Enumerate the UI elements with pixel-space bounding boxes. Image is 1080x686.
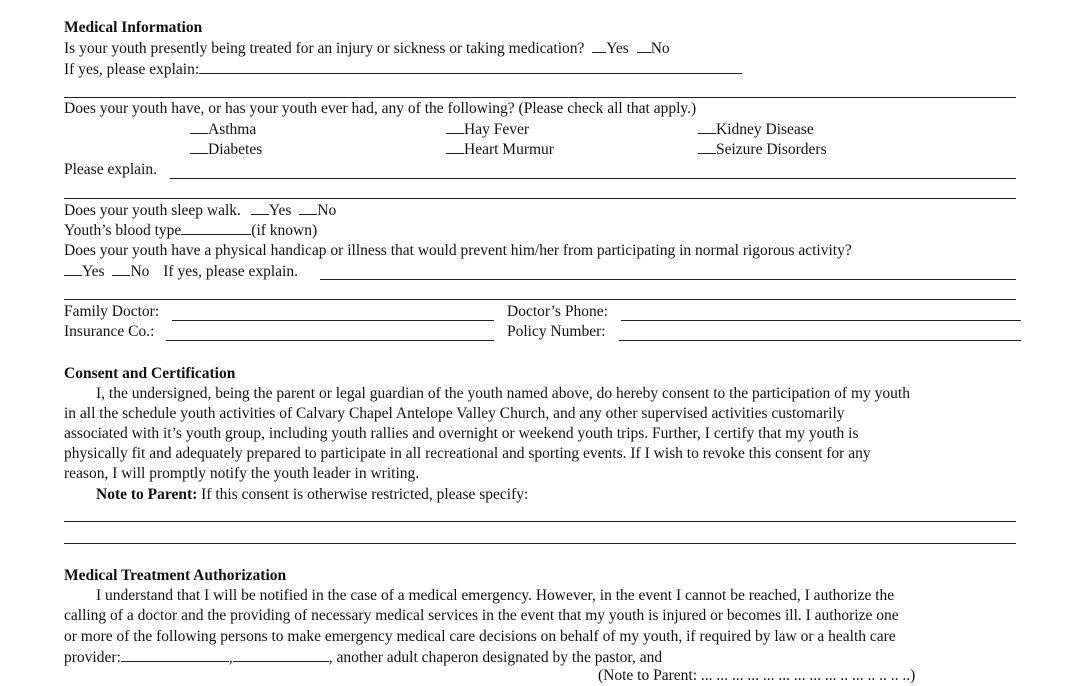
please-explain-rule[interactable] (64, 198, 1016, 199)
insurance-label: Insurance Co.: (64, 323, 155, 340)
condition-seizure-disorders[interactable]: Seizure Disorders (698, 139, 827, 160)
please-explain-label: Please explain. (64, 161, 157, 178)
handicap-no-label: No (130, 263, 150, 280)
family-doctor-field[interactable] (172, 320, 494, 321)
treated-no-label: No (650, 40, 670, 57)
sleepwalk-line (64, 200, 336, 221)
provider-field-1[interactable] (121, 647, 229, 662)
explain-rule[interactable] (64, 97, 1016, 98)
consent-line-2: in all the schedule youth activities of Calvary Chapel Antelope Valley Church, and any other supervised activities customarily (64, 405, 845, 422)
condition-diabetes[interactable]: Diabetes (190, 139, 262, 160)
handicap-answer-line (64, 261, 298, 282)
blood-type-field[interactable] (181, 220, 251, 235)
handicap-yes-label: Yes (82, 263, 105, 280)
consent-line-3: associated with it’s youth group, including youth rallies and overnight or weekend youth trips. Further, I certify that my youth is (64, 425, 859, 442)
handicap-explain-field[interactable] (320, 279, 1016, 280)
policy-label: Policy Number: (507, 323, 606, 340)
provider-another: , another adult chaperon designated by the pastor, and (328, 649, 663, 666)
restriction-field-1[interactable] (64, 521, 1016, 522)
if-known-label: (if known) (251, 222, 318, 239)
please-explain-field[interactable] (170, 178, 1016, 179)
sleepwalk-no-blank[interactable] (299, 200, 317, 215)
doctors-phone-field[interactable] (621, 320, 1021, 321)
restriction-field-2[interactable] (64, 543, 1016, 544)
explain-label: If yes, please explain: (64, 61, 200, 78)
treatment-line-2: calling of a doctor and the providing of necessary medical services in the event that my youth is injured or becomes ill. I authorize one (64, 607, 899, 624)
sleepwalk-no-label: No (317, 202, 337, 219)
provider-label: provider: (64, 649, 121, 666)
medical-heading: Medical Information (64, 19, 203, 36)
treated-yes-blank[interactable] (592, 38, 606, 53)
sleepwalk-yes-label: Yes (268, 202, 292, 219)
insurance-field[interactable] (166, 340, 494, 341)
provider-line: provider: , , another adult chaperon designated by the pastor, and (64, 649, 663, 666)
sleepwalk-yes-blank[interactable] (251, 200, 269, 215)
note-label: Note to Parent: (96, 486, 198, 503)
handicap-explain-label: If yes, please explain. (163, 263, 298, 280)
explain-line (64, 59, 742, 80)
consent-line-1: I, the undersigned, being the parent or legal guardian of the youth named above, do hereby consent to the participation of my youth (96, 385, 910, 402)
consent-line-5: reason, I will promptly notify the youth leader in writing. (64, 465, 420, 482)
condition-kidney-disease[interactable]: Kidney Disease (698, 119, 814, 140)
consent-heading: Consent and Certification (64, 365, 236, 382)
q-treated-text: Is your youth presently being treated for an injury or sickness or taking medication? (64, 40, 585, 57)
provider-field-2[interactable] (233, 647, 329, 662)
condition-asthma[interactable]: Asthma (190, 119, 256, 140)
condition-heart-murmur[interactable]: Heart Murmur (446, 139, 554, 160)
note-text: If this consent is otherwise restricted, please specify: (197, 486, 529, 503)
handicap-no-blank[interactable] (112, 261, 130, 276)
condition-hay-fever[interactable]: Hay Fever (446, 119, 529, 140)
doctors-phone-label: Doctor’s Phone: (507, 303, 608, 320)
blood-type-line (64, 220, 317, 241)
treatment-cutoff-line: (Note to Parent: ... ... ... ... ... ... ... ... ... .. ... .. .. .. ..) (598, 667, 916, 684)
policy-field[interactable] (619, 340, 1021, 341)
handicap-yes-blank[interactable] (64, 261, 82, 276)
consent-line-4: physically fit and adequately prepared to participate in all recreational and sporting events. If I wish to revoke this consent for any (64, 445, 871, 462)
q-treated-line (64, 38, 670, 59)
treated-no-blank[interactable] (637, 38, 651, 53)
handicap-explain-rule[interactable] (64, 299, 1016, 300)
blood-type-label: Youth’s blood type (64, 222, 182, 239)
treatment-line-1: I understand that I will be notified in the case of a medical emergency. However, in the event I cannot be reached, I authorize the (96, 587, 895, 604)
treated-yes-label: Yes (606, 40, 629, 57)
treatment-line-3: or more of the following persons to make emergency medical care decisions on behalf of my youth, if required by law or a health care (64, 628, 896, 645)
treatment-heading: Medical Treatment Authorization (64, 567, 287, 584)
q-handicap: Does your youth have a physical handicap or illness that would prevent him/her from participating in normal rigorous activity? (64, 242, 852, 259)
q-sleepwalk: Does your youth sleep walk. (64, 202, 241, 219)
q-conditions: Does your youth have, or has your youth ever had, any of the following? (Please check all that apply.) (64, 100, 697, 117)
family-doctor-label: Family Doctor: (64, 303, 160, 320)
note-to-parent (96, 485, 528, 505)
explain-field[interactable] (199, 59, 742, 74)
